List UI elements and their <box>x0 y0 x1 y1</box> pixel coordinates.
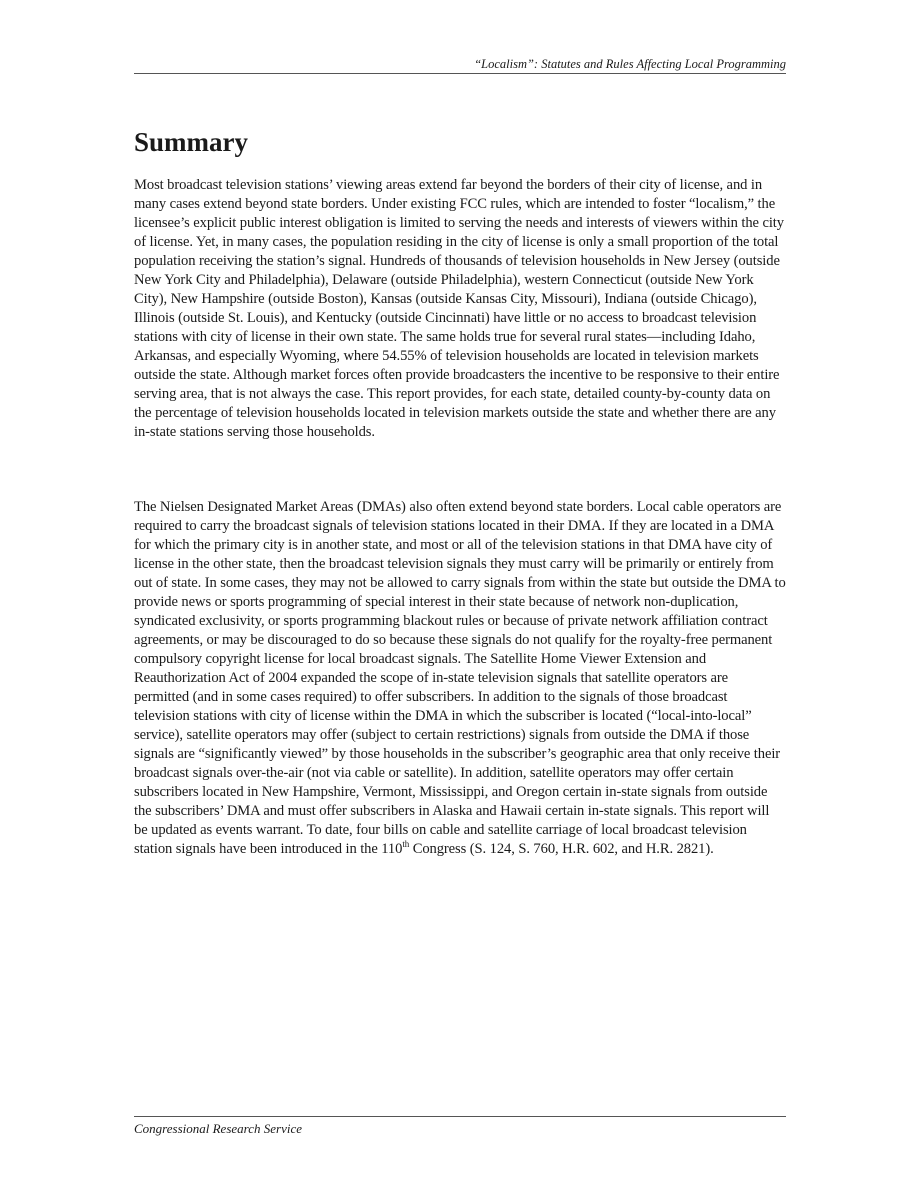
footer-rule <box>134 1116 786 1117</box>
running-footer: Congressional Research Service <box>134 1121 302 1136</box>
summary-paragraph-2-tail: Congress (S. 124, S. 760, H.R. 602, and H.R. 2821). <box>409 841 714 857</box>
summary-heading: Summary <box>134 127 248 157</box>
summary-paragraph-2 <box>134 498 786 859</box>
running-header: “Localism”: Statutes and Rules Affecting Local Programming <box>474 57 786 71</box>
summary-paragraph-2-main: The Nielsen Designated Market Areas (DMAs) also often extend beyond state borders. Local cable operators are required to carry the broadcast signals of television stations located in their DMA. If they are located in a DMA for which the primary city is in another state, and most or all of the television stations in that DMA have city of license in the other state, then the broadcast television signals they must carry will be primarily or entirely from out of state. In some cases, they may not be allowed to carry signals from within the state but outside the DMA to provide news or sports programming of special interest in their state because of network non-duplication, syndicated exclusivity, or sports programming blackout rules or because of private network affiliation contract agreements, or may be discouraged to do so because these signals do not qualify for the royalty-free permanent compulsory copyright license for local broadcast signals. The Satellite Home Viewer Extension and Reauthorization Act of 2004 expanded the scope of in-state television signals that satellite operators are permitted (and in some cases required) to offer subscribers. In addition to the signals of those broadcast television stations with city of license within the DMA in which the subscriber is located (“local-into-local” service), satellite operators may offer (subject to certain restrictions) signals from outside the DMA if those signals are “significantly viewed” by those households in the subscriber’s geographic area that only receive their broadcast signals over-the-air (not via cable or satellite). In addition, satellite operators may offer certain subscribers located in New Hampshire, Vermont, Mississippi, and Oregon certain in-state signals from outside the subscribers’ DMA and must offer subscribers in Alaska and Hawaii certain in-state signals. This report will be updated as events warrant. To date, four bills on cable and satellite carriage of local broadcast television station signals have been introduced in the 110 <box>134 499 786 857</box>
ordinal-superscript: th <box>402 839 410 850</box>
summary-paragraph-1: Most broadcast television stations’ viewing areas extend far beyond the borders of their city of license, and in many cases extend beyond state borders. Under existing FCC rules, which are intended to foster “localism,” the licensee’s explicit public interest obligation is limited to serving the needs and interests of viewers within the city of license. Yet, in many cases, the population residing in the city of license is only a small proportion of the total population receiving the station’s signal. Hundreds of thousands of television households in New Jersey (outside New York City and Philadelphia), Delaware (outside Philadelphia), western Connecticut (outside New York City), New Hampshire (outside Boston), Kansas (outside Kansas City, Missouri), Indiana (outside Chicago), Illinois (outside St. Louis), and Kentucky (outside Cincinnati) have little or no access to broadcast television stations with city of license in their own state. The same holds true for several rural states—including Idaho, Arkansas, and especially Wyoming, where 54.55% of television households are located in television markets outside the state. Although market forces often provide broadcasters the incentive to be responsive to their entire serving area, that is not always the case. This report provides, for each state, detailed county-by-county data on the percentage of television households located in television markets outside the state and whether there are any in-state stations serving those households. <box>134 177 784 440</box>
header-rule <box>134 73 786 74</box>
